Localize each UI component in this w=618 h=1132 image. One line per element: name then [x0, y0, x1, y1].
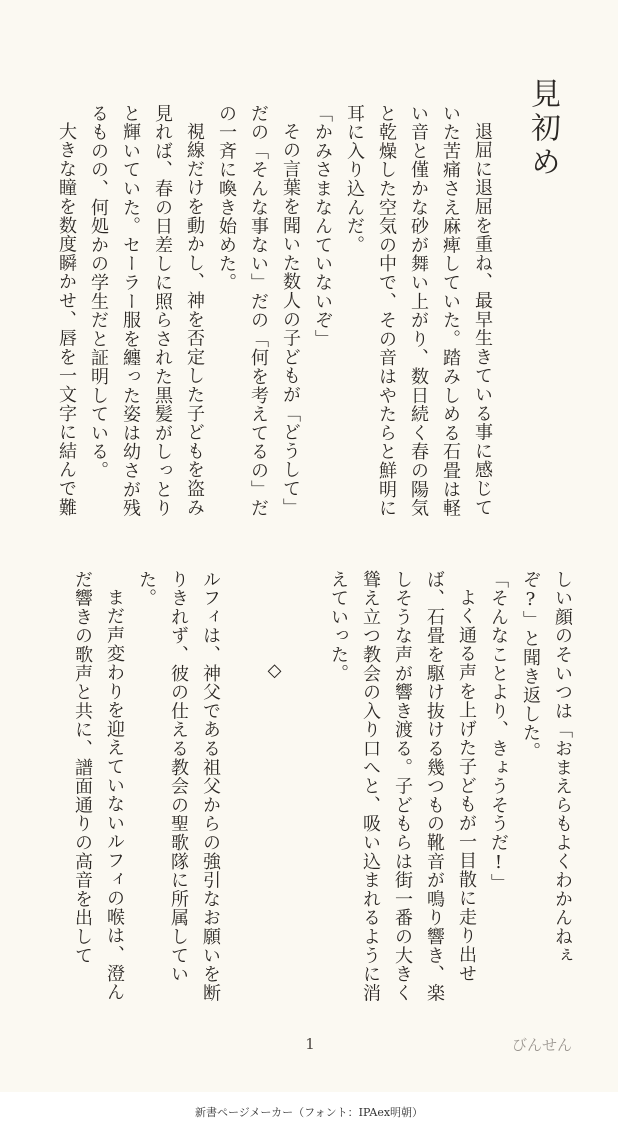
paragraph: 「そんなことより、きょうそうだ!」 [488, 570, 509, 893]
chapter-title: 見初め [525, 78, 560, 180]
paragraph: 視線だけを動かし、神を否定した子どもを盗み見れば、春の日差しに照らされた黒髪がしっとりと輝いていた。セーラー服を纏った姿は幼さが残るものの、何処かの学生だと証明している。 [88, 104, 205, 518]
footer-credit: 新書ページメーカー（フォント：IPAex明朝） [194, 1106, 424, 1119]
paragraph: まだ声変わりを迎えていないルフィの喉は、澄んだ響きの歌声と共に、譜面通りの高音を出して [72, 570, 125, 1002]
text-block-lower [50, 570, 578, 1010]
paragraph: ルフィは、神父である祖父からの強引なお願いを断りきれず、彼の仕える教会の聖歌隊に所属していた。 [136, 570, 221, 1003]
paragraph: よく通る声を上げた子どもが一目散に走り出せば、石畳を駆け抜ける幾つもの靴音が鳴り響き、楽しそうな声が響き渡る。子どもらは街一番の大きく聳え立つ教会の入り口へと、吸い込まれるように消えていった。 [328, 570, 477, 1003]
blank-line [226, 570, 258, 1010]
text-block-upper [50, 104, 498, 524]
footer-bar [0, 1092, 618, 1132]
paragraph: 「かみさまなんていないぞ」 [312, 104, 333, 349]
paragraph: 大きな瞳を数度瞬かせ、唇を一文字に結んで難 [56, 122, 77, 517]
paragraph: しい顔のそいつは「おまえらもよくわかんねぇぞ?」と聞き返した。 [520, 570, 573, 965]
author-name: びんせん [511, 1036, 572, 1054]
blank-line [290, 570, 322, 1010]
paragraph: 退屈に退屈を重ね、最早生きている事に感じていた苦痛さえ麻痺していた。踏みしめる石畳は軽い音と僅かな砂が舞い上がり、数日続く春の陽気と乾燥した空気の中で、その音はやたらと鮮明に耳に入り込んだ。 [344, 104, 493, 518]
paragraph: その言葉を聞いた数人の子どもが「どうして」だの「そんな事ない」だの「何を考えてるの」だの一斉に喚き始めた。 [216, 104, 301, 518]
section-break-diamond: ◇ [264, 660, 285, 682]
page-number: 1 [305, 1035, 315, 1053]
